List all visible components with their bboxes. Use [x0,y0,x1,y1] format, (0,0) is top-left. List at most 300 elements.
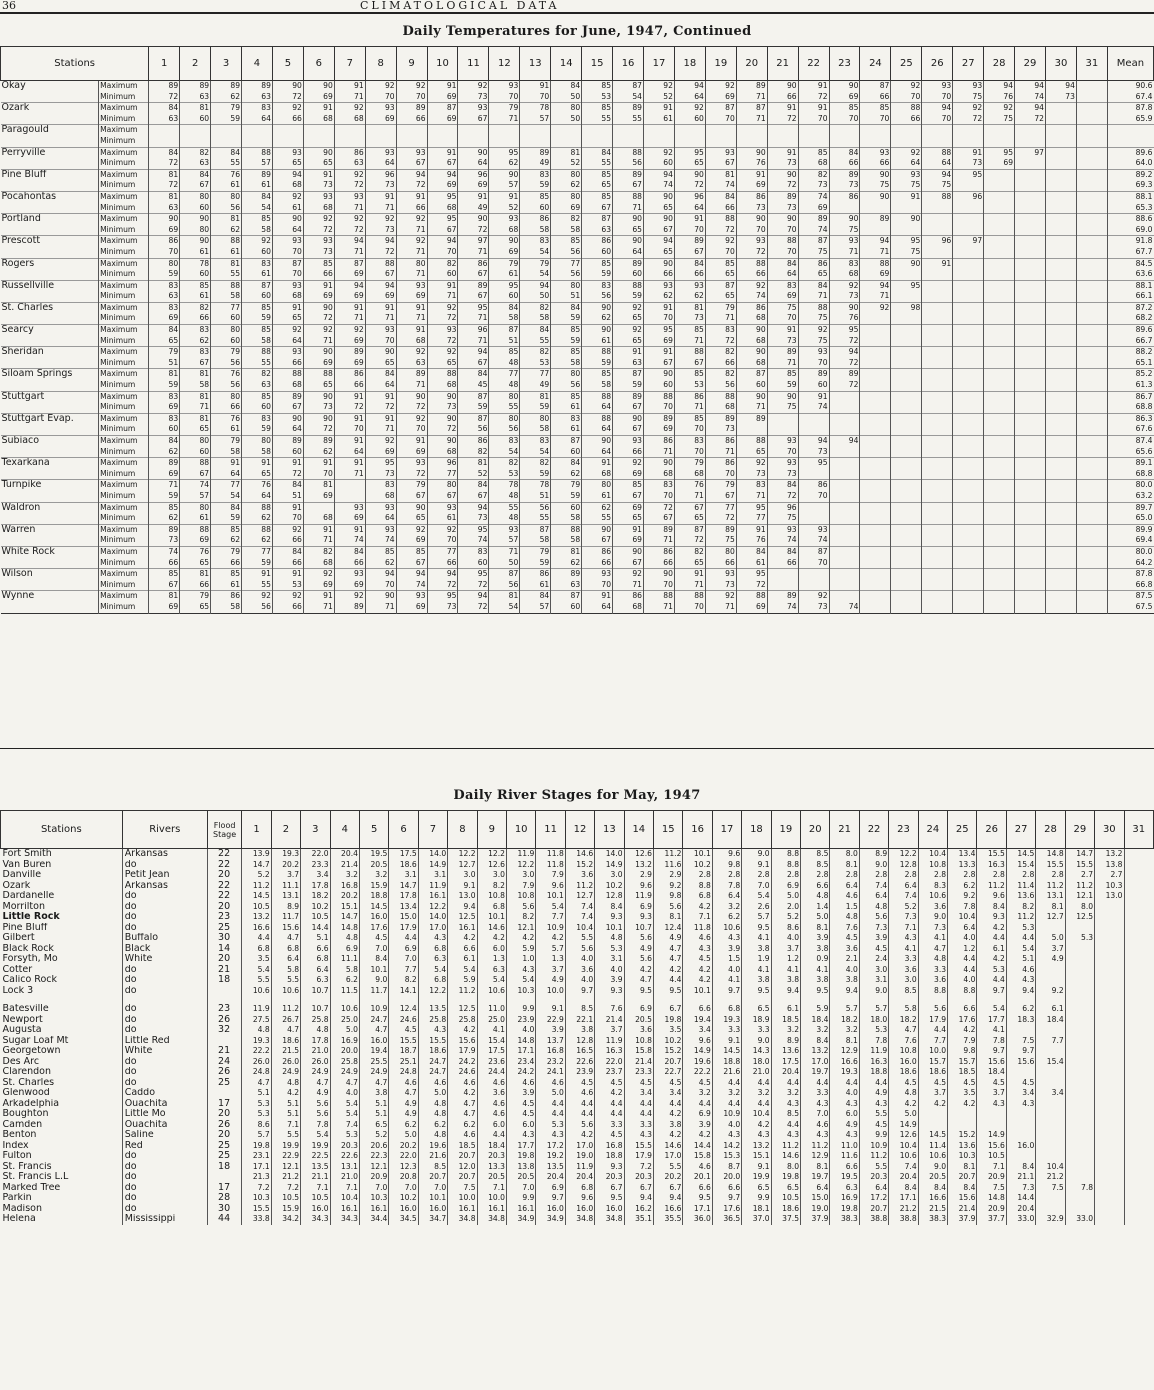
stage-cell: 16.6 [830,1057,859,1068]
stage-cell: 25.1 [389,1057,418,1068]
stage-cell: 12.9 [830,1046,859,1057]
stage-cell: 7.9 [948,1036,977,1047]
temperature-cell [798,125,829,136]
stage-cell: 14.4 [1006,1193,1035,1204]
stage-cell: 11.2 [242,881,271,892]
stage-cell: 4.5 [948,1078,977,1089]
temperature-cell: 89 [860,214,891,225]
temperature-cell: 69 [427,180,458,191]
stage-cell: 4.8 [918,954,947,965]
temperature-cell: 85 [767,369,798,380]
temperature-cell: 64 [891,158,922,169]
temperature-cell [829,458,860,469]
temperature-cell: 92 [242,236,273,247]
river-name: Black [122,944,207,955]
stage-cell: 9.8 [948,1046,977,1057]
stage-cell: 3.1 [418,870,447,881]
temperature-cell: 63 [149,203,180,214]
stage-cell: 4.4 [389,933,418,944]
temperature-cell [272,125,303,136]
temperature-cell: 79 [705,302,736,313]
temperature-cell [891,336,922,347]
day-header: 19 [771,811,800,849]
day-header: 14 [551,47,582,81]
stage-cell: 4.4 [801,1078,830,1089]
stage-cell: 9.0 [359,975,388,986]
stage-cell [1124,860,1153,871]
temperature-cell: 71 [705,602,736,613]
temperature-cell: 58 [489,313,520,324]
mean-cell: 87.2 [1107,302,1153,313]
stage-cell: 4.2 [948,1099,977,1110]
temperature-cell: 90 [767,81,798,92]
station-name: Okay [1,81,99,92]
temperature-cell [1076,458,1107,469]
stage-cell: 13.6 [1006,891,1035,902]
stage-cell [1065,1204,1094,1215]
stage-cell: 6.6 [948,1004,977,1015]
temperature-cell: 67 [674,502,705,513]
stage-cell [1065,1067,1094,1078]
stage-cell: 3.7 [271,870,300,881]
stage-cell: 13.0 [1095,891,1124,902]
temperature-cell: 71 [736,491,767,502]
temperature-cell: 86 [798,258,829,269]
stage-cell: 19.8 [830,1204,859,1215]
temperature-cell: 69 [613,535,644,546]
temperature-cell: 67 [272,402,303,413]
temperature-cell [860,558,891,569]
stage-cell: 2.1 [830,954,859,965]
stage-cell [1095,902,1124,913]
temperature-cell: 90 [427,391,458,402]
temperature-cell: 87 [582,214,613,225]
temperature-cell: 69 [798,203,829,214]
temperature-cell: 69 [736,602,767,613]
temperature-cell [922,502,953,513]
temperature-cell [953,546,984,557]
stage-cell: 27.5 [242,1015,271,1026]
stage-cell: 8.3 [918,881,947,892]
temperature-cell: 86 [829,191,860,202]
temperature-cell [1046,347,1077,358]
station-name: White Rock [1,546,99,557]
temperature-cell: 72 [829,358,860,369]
temperature-cell [180,136,211,147]
stage-cell: 7.2 [624,1162,653,1173]
stage-cell [1124,1130,1153,1141]
temperature-cell [829,491,860,502]
temperature-cell: 86 [458,436,489,447]
stage-cell: 7.0 [418,1183,447,1194]
temperature-cell [984,169,1015,180]
stage-cell: 3.0 [506,870,535,881]
temperature-cell [984,358,1015,369]
temperature-cell [891,203,922,214]
river-name: Ouachita [122,1099,207,1110]
temperature-cell: 67 [613,180,644,191]
temperature-cell: 56 [613,158,644,169]
temperature-cell: 66 [272,535,303,546]
stage-cell: 13.3 [948,860,977,871]
stage-cell: 33.0 [1006,1214,1035,1225]
stage-cell: 7.2 [271,1183,300,1194]
stage-cell: 4.2 [448,1025,477,1036]
temperature-cell: 89 [613,169,644,180]
stage-cell [918,996,947,1004]
temperature-cell [922,313,953,324]
temperature-cell: 96 [427,458,458,469]
temperature-cell: 75 [891,247,922,258]
temperatures-title: Daily Temperatures for June, 1947, Continued [402,24,752,39]
stage-cell [1095,1172,1124,1183]
temperature-cell: 69 [303,358,334,369]
temperature-cell: 75 [829,225,860,236]
temperature-cell: 86 [520,569,551,580]
temperature-cell: 69 [149,402,180,413]
table-row [1,1141,1154,1152]
stage-cell: 3.9 [595,975,624,986]
stage-cell: 23.7 [595,1067,624,1078]
temperature-cell: 90 [180,214,211,225]
temperature-cell: 60 [211,313,242,324]
stage-cell: 6.2 [418,1120,447,1131]
stage-cell [712,996,741,1004]
stage-cell [1006,996,1035,1004]
stage-cell: 4.4 [742,1078,771,1089]
temperature-cell: 80 [551,369,582,380]
temperature-cell: 90 [613,214,644,225]
temperature-cell: 95 [458,569,489,580]
temperature-cell: 86 [458,258,489,269]
stage-cell: 5.6 [918,1004,947,1015]
temperature-cell: 90 [303,147,334,158]
temperature-cell: 97 [458,236,489,247]
stage-cell: 6.0 [477,944,506,955]
stage-cell: 17.9 [389,923,418,934]
temperature-cell [860,336,891,347]
temperature-cell: 66 [211,402,242,413]
stage-cell: 7.4 [565,912,594,923]
stage-cell: 5.5 [242,975,271,986]
station-name: Ozark [1,103,99,114]
temperature-cell: 67 [149,580,180,591]
stage-cell: 12.9 [801,1151,830,1162]
stage-cell: 16.8 [330,881,359,892]
stage-cell: 9.6 [977,891,1006,902]
temperature-cell: 84 [767,480,798,491]
temperature-cell: 89 [211,81,242,92]
stage-cell [1095,1193,1124,1204]
mean-cell: 64.0 [1107,158,1153,169]
temperature-cell: 86 [644,436,675,447]
stage-cell [1095,1141,1124,1152]
stage-cell: 4.9 [1036,954,1065,965]
stage-cell: 5.2 [889,902,918,913]
stage-cell: 10.6 [242,986,271,997]
temperature-cell: 66 [705,358,736,369]
temperature-cell: 58 [551,513,582,524]
temperature-cell: 91 [736,524,767,535]
temperature-cell [1015,569,1046,580]
stage-cell: 21.4 [624,1057,653,1068]
stage-cell: 7.5 [1036,1183,1065,1194]
temperature-cell: 91 [396,325,427,336]
temperature-cell: 72 [1015,114,1046,125]
temperature-cell: 77 [736,513,767,524]
temperature-cell: 58 [242,225,273,236]
temperature-cell: 66 [674,269,705,280]
temperature-cell: 91 [767,103,798,114]
table-row [1,92,1154,103]
temperature-cell: 89 [149,524,180,535]
stage-cell: 5.1 [242,1088,271,1099]
temperature-cell: 79 [211,103,242,114]
stage-cell: 16.3 [595,1046,624,1057]
temperature-cell: 62 [242,535,273,546]
temperature-cell: 72 [272,92,303,103]
temperature-cell: 69 [149,602,180,613]
stage-cell [1065,1057,1094,1068]
temperature-cell: 90 [303,347,334,358]
temperature-cell: 61 [211,247,242,258]
stage-cell: 6.8 [301,954,330,965]
temperature-cell: 69 [427,92,458,103]
temperature-cell [1015,180,1046,191]
stage-cell: 22.9 [271,1151,300,1162]
temperature-cell: 85 [242,391,273,402]
temperature-cell: 93 [272,147,303,158]
table-row [1,236,1154,247]
temperature-cell: 54 [520,247,551,258]
temperature-cell: 74 [458,535,489,546]
temperature-cell: 92 [396,347,427,358]
day-header: 13 [595,811,624,849]
stage-cell: 14.4 [683,1141,712,1152]
stage-cell: 18.8 [712,1057,741,1068]
temperature-cell: 59 [242,558,273,569]
temperature-cell: 88 [613,147,644,158]
temperature-cell: 89 [613,103,644,114]
temperature-cell: 93 [334,569,365,580]
stage-cell: 5.4 [1006,944,1035,955]
stage-cell: 4.4 [624,1099,653,1110]
temperature-cell [953,524,984,535]
stage-cell: 25.8 [330,1057,359,1068]
temperature-cell [1046,247,1077,258]
stage-cell [1124,1067,1153,1078]
temperature-cell: 64 [674,92,705,103]
temperature-cell [953,469,984,480]
stage-cell: 24.6 [448,1067,477,1078]
reading-kind: Maximum [99,391,149,402]
station-name [1,291,99,302]
stage-cell: 7.8 [859,1036,888,1047]
temperature-cell: 90 [396,391,427,402]
stage-cell: 17.8 [301,881,330,892]
temperature-cell: 73 [767,469,798,480]
stage-cell: 9.6 [536,881,565,892]
temperature-cell [891,125,922,136]
temperature-cell [1076,313,1107,324]
temperature-cell [860,524,891,535]
stage-cell: 10.4 [330,1193,359,1204]
temperature-cell: 51 [489,336,520,347]
temperature-cell: 80 [180,191,211,202]
temperature-cell [1046,458,1077,469]
temperature-cell: 88 [860,258,891,269]
temperature-cell: 67 [644,225,675,236]
temperature-cell: 70 [767,225,798,236]
temperature-cell: 72 [365,402,396,413]
temperature-cell [1046,302,1077,313]
temperature-cell: 67 [674,247,705,258]
temperature-cell [1015,203,1046,214]
temperature-cell: 81 [180,391,211,402]
stage-cell: 14.9 [683,1046,712,1057]
temperature-cell: 56 [520,502,551,513]
stage-cell: 9.7 [977,986,1006,997]
temperature-cell [1046,147,1077,158]
temperature-cell [1076,125,1107,136]
stage-cell: 10.4 [918,849,947,860]
temperature-cell: 69 [396,535,427,546]
stage-cell: 4.0 [712,1120,741,1131]
stage-cell: 5.2 [359,1130,388,1141]
temperature-cell: 69 [396,602,427,613]
stage-cell: 18.6 [271,1036,300,1047]
stage-cell: 6.2 [448,1120,477,1131]
stage-cell: 4.0 [712,965,741,976]
stage-cell: 6.6 [801,881,830,892]
table-row [1,986,1154,997]
temperature-cell: 66 [582,558,613,569]
temperature-cell [829,391,860,402]
temperature-cell [891,424,922,435]
table-row [1,1046,1154,1057]
stage-cell: 12.8 [889,860,918,871]
mean-cell: 87.5 [1107,591,1153,602]
stage-cell: 4.8 [271,1078,300,1089]
temperature-cell: 72 [798,92,829,103]
reading-kind: Maximum [99,325,149,336]
stage-cell [1095,1004,1124,1015]
temperature-cell: 83 [180,325,211,336]
stage-cell: 3.3 [801,1088,830,1099]
temperature-cell [1046,358,1077,369]
temperature-cell: 68 [798,158,829,169]
stage-cell: 7.9 [536,870,565,881]
temperature-cell [1076,602,1107,613]
stage-cell: 20.6 [359,1141,388,1152]
stage-cell: 22.3 [359,1151,388,1162]
stage-cell: 9.3 [624,912,653,923]
stage-cell: 12.2 [506,860,535,871]
flood-stage: 21 [207,965,241,976]
temperature-cell: 89 [242,169,273,180]
stage-cell: 4.7 [624,975,653,986]
river-name: do [122,1015,207,1026]
stage-cell: 5.4 [536,902,565,913]
stage-cell: 9.8 [712,860,741,871]
stage-cell [1095,1204,1124,1215]
stage-cell: 9.7 [977,1046,1006,1057]
temperature-cell: 87 [520,524,551,535]
temperature-cell: 95 [736,569,767,580]
stage-cell: 4.5 [830,933,859,944]
stage-cell: 20.2 [271,860,300,871]
stage-cell [977,1120,1006,1131]
stage-cell: 6.7 [595,1183,624,1194]
stage-cell: 11.2 [1065,881,1094,892]
stage-cell: 20.3 [859,1172,888,1183]
flood-stage: 17 [207,1183,241,1194]
temperature-cell: 92 [891,81,922,92]
temperature-cell: 90 [365,591,396,602]
temperature-cell: 93 [365,502,396,513]
temperature-cell: 93 [767,524,798,535]
temperature-cell [458,136,489,147]
stage-cell: 1.5 [830,902,859,913]
station-name [1,491,99,502]
station-name: Danville [2,870,42,880]
temperature-cell [984,302,1015,313]
temperature-cell [1046,336,1077,347]
stage-cell: 1.3 [536,954,565,965]
stage-cell: 5.2 [771,912,800,923]
temperature-cell [1046,469,1077,480]
stage-cell: 16.3 [977,860,1006,871]
stage-cell: 21.5 [271,1046,300,1057]
reading-kind: Maximum [99,236,149,247]
temperature-cell: 86 [613,591,644,602]
temperature-cell: 71 [458,313,489,324]
temperature-cell [984,413,1015,424]
temperature-cell [922,214,953,225]
stage-cell [1124,1099,1153,1110]
temperature-cell [829,524,860,535]
stage-cell [1124,1151,1153,1162]
flood-stage: 30 [207,1204,241,1215]
stage-cell: 10.0 [477,1193,506,1204]
temperature-cell [860,458,891,469]
day-header: 16 [683,811,712,849]
temperature-cell: 95 [489,280,520,291]
temperature-cell: 85 [242,325,273,336]
temperature-cell: 68 [427,203,458,214]
day-header: 6 [303,47,334,81]
temperature-cell: 71 [736,92,767,103]
reading-kind: Minimum [99,114,149,125]
temperature-cell: 90 [365,347,396,358]
temperature-cell [1046,269,1077,280]
temperature-cell: 55 [582,158,613,169]
temperature-cell: 96 [767,502,798,513]
stations-header: Stations [1,811,123,849]
stage-cell: 5.6 [301,1109,330,1120]
stage-cell: 10.6 [477,986,506,997]
table-row [1,247,1154,258]
temperature-cell [984,602,1015,613]
temperature-cell: 59 [520,180,551,191]
station-name: Rogers [1,258,99,269]
temperature-cell: 79 [211,436,242,447]
temperature-cell: 63 [613,358,644,369]
stage-cell: 7.0 [389,954,418,965]
temperature-cell: 69 [551,203,582,214]
temperature-cell: 80 [582,480,613,491]
stage-cell: 9.4 [654,1193,683,1204]
